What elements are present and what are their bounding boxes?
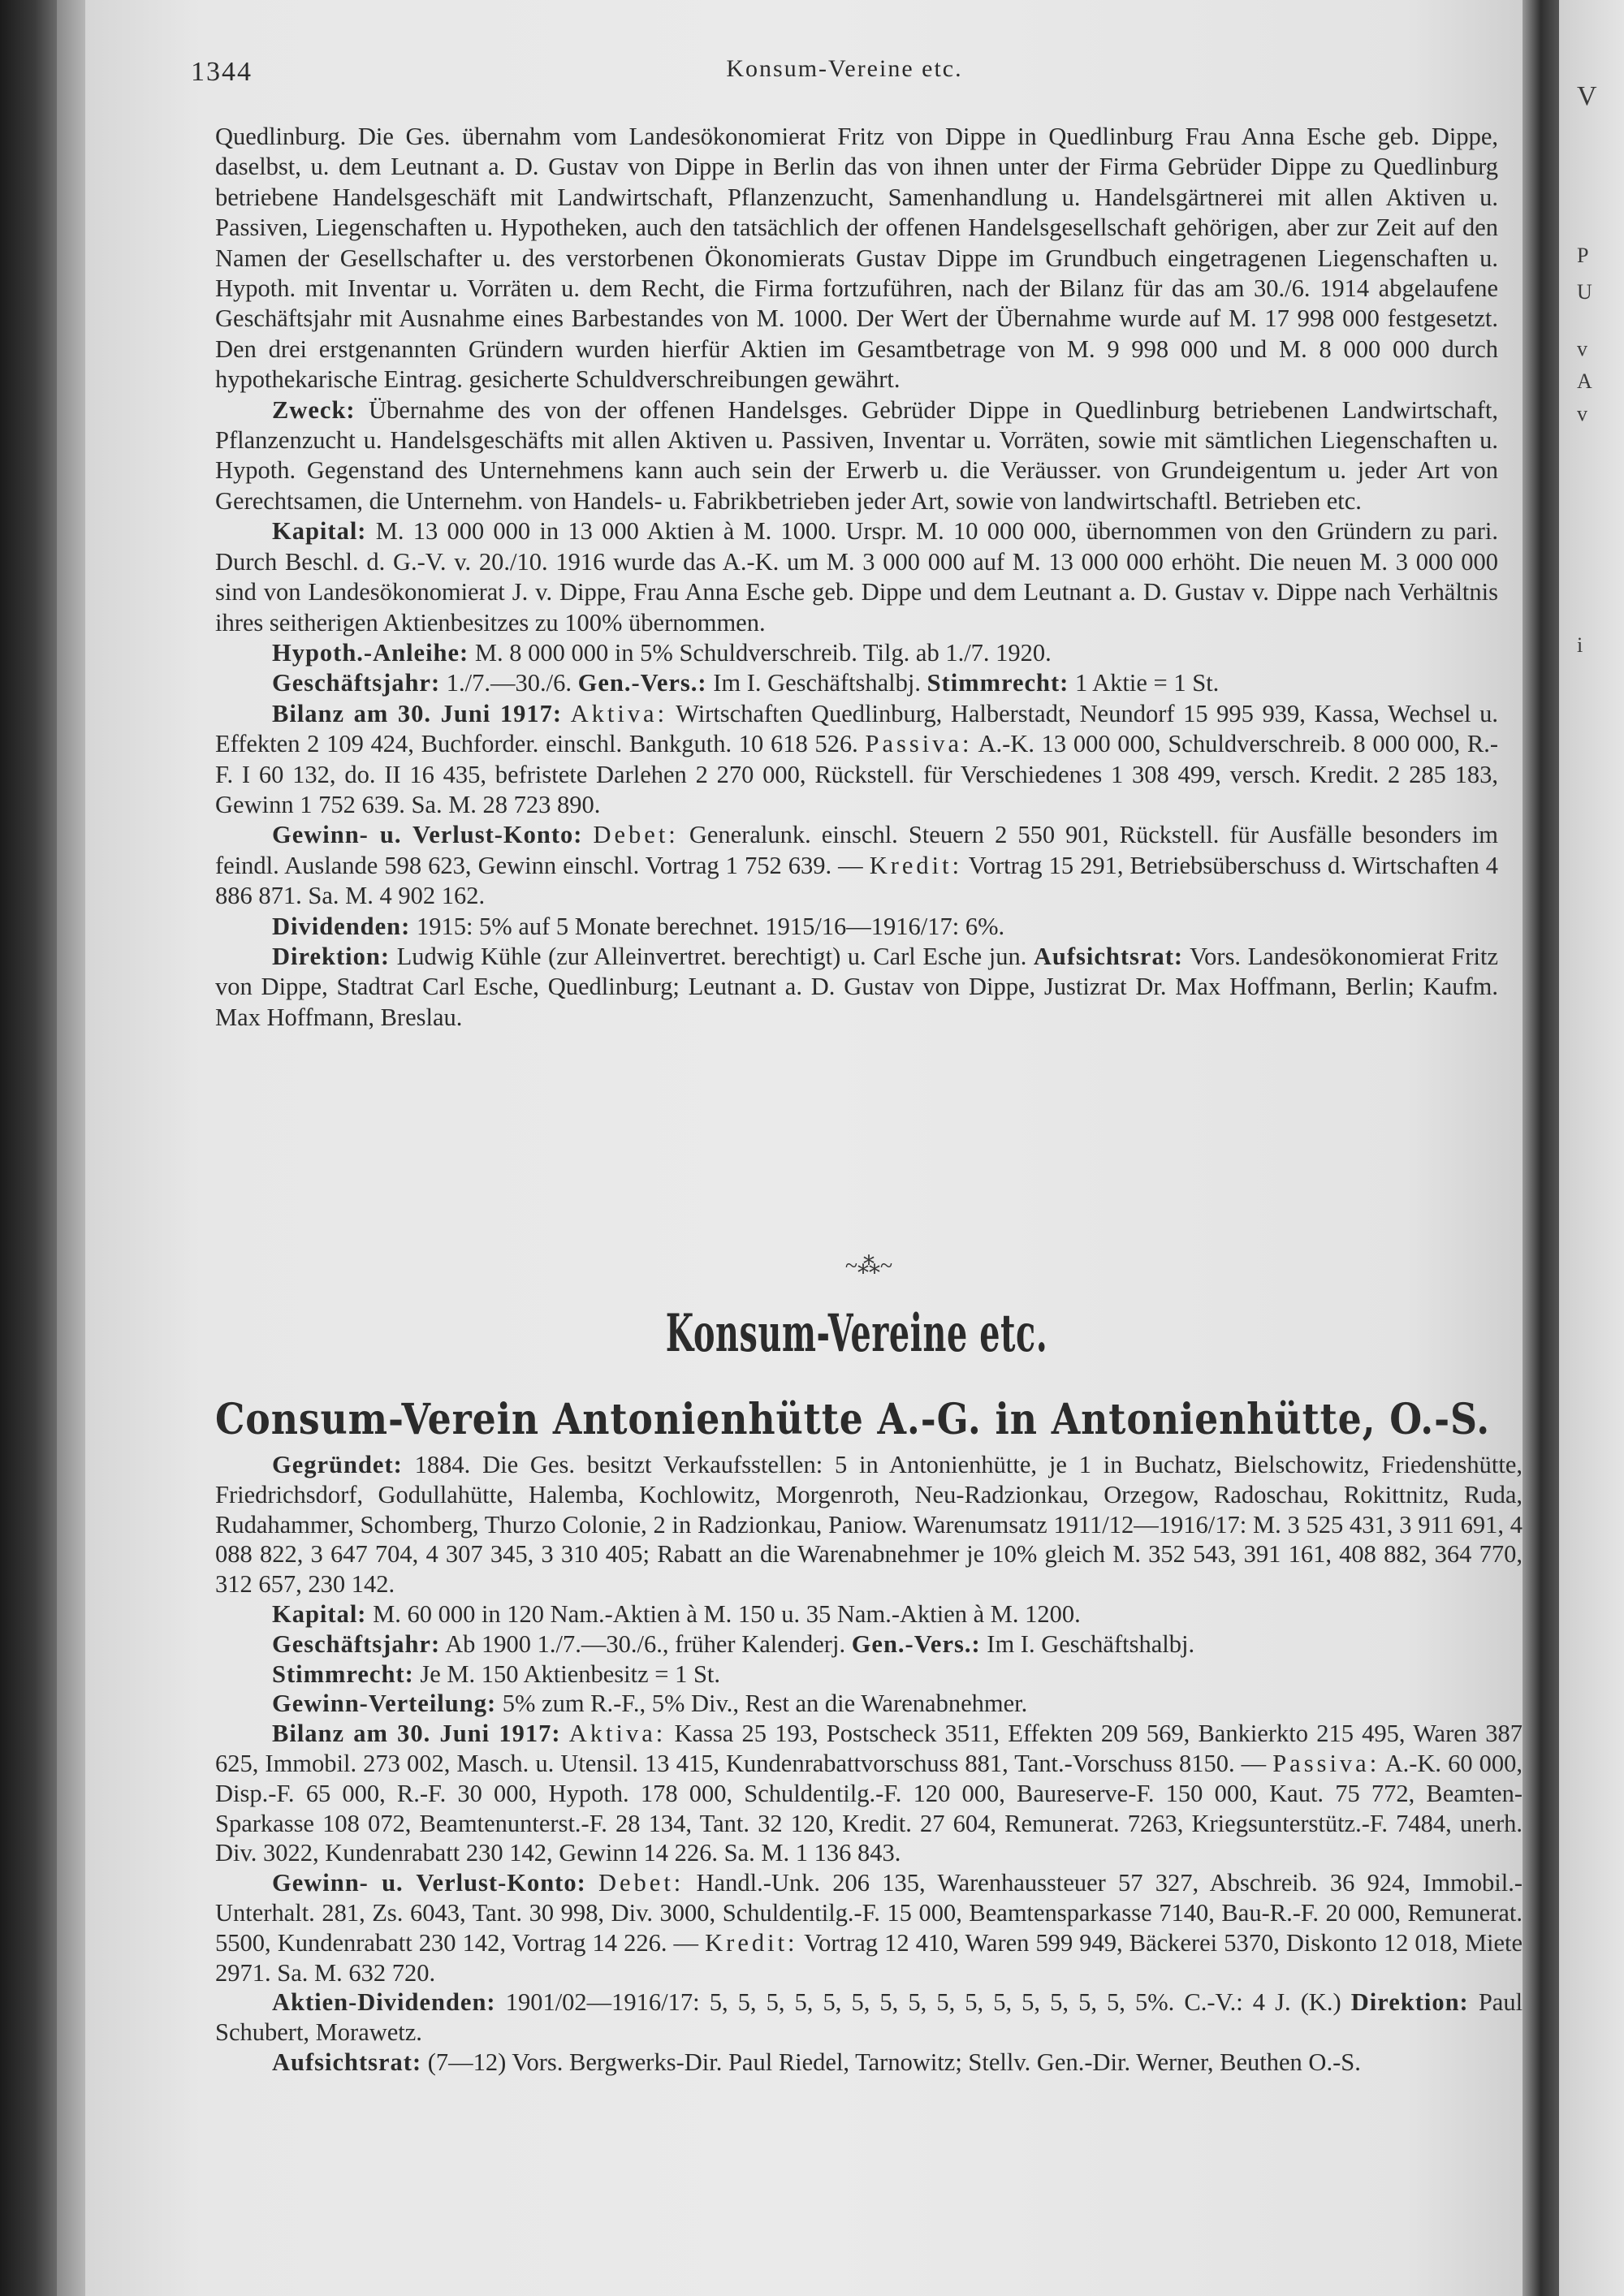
bilanz-paragraph xyxy=(215,1719,1522,1868)
debet-label: Debet: xyxy=(598,1869,685,1897)
aufsichtsrat-text: Vors. Landesökonomierat Fritz von Dippe, Stadtrat Carl Esche, Quedlinburg; Leutnant a. D. Gustav von Dippe, Justizrat Dr. Max Hoffmann, Berlin; Kaufm. Max Hoffmann, Breslau. xyxy=(215,942,1499,1031)
gegruendet-text: 1884. Die Ges. besitzt Verkaufsstellen: 5 in Antonienhütte, je 1 in Buchatz, Bielschowitz, Friedenshütte, Friedrichsdorf, Godullahütte, Halemba, Kochlowitz, Morgenroth, Neu-Radzionkau, Orzegow, Radoschau, Rokittnitz, Ruda, Rudahammer, Schomberg, Thurzo Colonie, 2 in Radzionkau, Paniow. Warenumsatz 1911/12—1916/17: M. 3 525 431, 3 911 691, 4 088 822, 3 647 704, 4 307 345, 3 310 405; Rabatt an die Warenabnehmer je 10% gleich M. 352 543, 391 161, 408 882, 364 770, 312 657, 230 142. xyxy=(215,1451,1523,1599)
kapital-text: M. 60 000 in 120 Nam.-Aktien à M. 150 u. 35 Nam.-Aktien à M. 1200. xyxy=(373,1599,1081,1628)
bilanz-paragraph xyxy=(215,699,1498,821)
aktiva-text: Wirtschaften Quedlinburg, Halberstadt, Neundorf 15 995 939, Kassa, Wechsel u. Effekten 2 109 424, Buchforder. einschl. Bankguth. 10 618 526. xyxy=(215,699,1498,758)
geschaeftsjahr-paragraph xyxy=(215,1629,1522,1659)
direktion-text: Ludwig Kühle (zur Alleinvertret. berechtigt) u. Carl Esche jun. xyxy=(396,942,1027,970)
gewinnverteilung-paragraph xyxy=(215,1689,1522,1719)
debet-text: Generalunk. einschl. Steuern 2 550 901, Rückstell. für Ausfälle besonders im feindl. Auslande 598 623, Gewinn einschl. Vortrag 1 752 639. — xyxy=(215,821,1499,879)
next-page-letter: P xyxy=(1577,244,1589,267)
next-page-letter: i xyxy=(1577,633,1583,657)
kredit-label: Kredit: xyxy=(705,1928,798,1957)
aktien-dividenden-paragraph xyxy=(215,1987,1522,2048)
aufsichtsrat-paragraph xyxy=(215,2048,1522,2078)
geschaeftsjahr-text: 1./7.—30./6. xyxy=(446,669,572,697)
geschaeftsjahr-text: Ab 1900 1./7.—30./6., früher Kalenderj. xyxy=(445,1629,846,1658)
debet-label: Debet: xyxy=(593,821,679,849)
passiva-text: A.-K. 13 000 000, Schuldverschreib. 8 000 000, R.-F. I 60 132, do. II 16 435, befristete Darlehen 2 270 000, Rückstell. für Verschiedenes 1 308 499, versch. Kredit. 2 285 183, Gewinn 1 752 639. Sa. M. 28 723 890. xyxy=(215,730,1498,818)
gegruendet-label: Gegründet: xyxy=(272,1451,403,1478)
direktion-paragraph xyxy=(215,942,1498,1033)
stimmrecht-text: 1 Aktie = 1 St. xyxy=(1074,669,1220,697)
stimmrecht-label: Stimmrecht: xyxy=(926,669,1069,697)
kredit-text: Vortrag 15 291, Betriebsüberschuss d. Wirtschaften 4 886 871. Sa. M. 4 902 162. xyxy=(215,851,1498,910)
page-number: 1344 xyxy=(191,57,253,87)
gewinnverteilung-text: 5% zum R.-F., 5% Div., Rest an die Warenabnehmer. xyxy=(502,1690,1028,1718)
geschaeftsjahr-paragraph xyxy=(215,668,1498,698)
geschaeftsjahr-label: Geschäftsjahr: xyxy=(272,669,441,697)
passiva-label: Passiva: xyxy=(1272,1749,1380,1777)
aufsichtsrat-label: Aufsichtsrat: xyxy=(1033,942,1184,970)
genvers-label: Gen.-Vers.: xyxy=(851,1629,981,1658)
gegruendet-paragraph xyxy=(215,1450,1522,1599)
guv-paragraph xyxy=(215,820,1498,911)
kapital-label: Kapital: xyxy=(272,1599,367,1628)
bilanz-label: Bilanz am 30. Juni 1917: xyxy=(272,699,562,727)
passiva-text: A.-K. 60 000, Disp.-F. 65 000, R.-F. 30 000, Hypoth. 178 000, Schuldentilg.-F. 120 000, Baureserve-F. 150 000, Kaut. 75 772, Beamten-Sparkasse 108 072, Beamtenunterst.-F. 28 134, Tant. 32 120, Kredit. 27 604, Remunerat. 7263, Kriegsunterstütz.-F. 7484, unerh. Div. 3022, Kundenrabatt 230 142, Gewinn 14 226. Sa. M. 1 136 843. xyxy=(215,1749,1523,1867)
stimmrecht-label: Stimmrecht: xyxy=(272,1659,414,1688)
stimmrecht-paragraph xyxy=(215,1659,1522,1690)
geschaeftsjahr-label: Geschäftsjahr: xyxy=(272,1629,441,1658)
aktien-dividenden-label: Aktien-Dividenden: xyxy=(272,1988,496,2017)
next-page-letter: v xyxy=(1577,337,1587,360)
next-page-letter: A xyxy=(1577,369,1592,393)
direktion-label: Direktion: xyxy=(272,942,390,970)
anleihe-label: Hypoth.-Anleihe: xyxy=(272,638,469,667)
section-ornament: ~⁂~ xyxy=(844,1254,893,1279)
gewinnverteilung-label: Gewinn-Verteilung: xyxy=(272,1690,497,1718)
kapital-text: M. 13 000 000 in 13 000 Aktien à M. 1000. Urspr. M. 10 000 000, übernommen von den Gründern zu pari. Durch Beschl. d. G.-V. v. 20./10. 1916 wurde das A.-K. um M. 3 000 000 auf M. 13 000 000 erhöht. Die neuen M. 3 000 000 sind von Landesökonomierat J. v. Dippe, Frau Anna Esche geb. Dippe und dem Leutnant a. D. Gustav v. Dippe nach Verhältnis ihres seitherigen Aktienbesitzes zu 100% übernommen. xyxy=(215,517,1498,637)
zweck-label: Zweck: xyxy=(272,395,356,424)
direktion-label: Direktion: xyxy=(1350,1988,1469,2017)
aktien-dividenden-text: 1901/02—1916/17: 5, 5, 5, 5, 5, 5, 5, 5, 5, 5, 5, 5, 5, 5, 5, 5%. C.-V.: 4 J. (K.) xyxy=(505,1988,1341,2017)
scan-left-edge xyxy=(0,0,57,2296)
kapital-paragraph xyxy=(215,516,1498,638)
kredit-text: Vortrag 12 410, Waren 599 949, Bäckerei 5370, Diskonto 12 018, Miete 2971. Sa. M. 632 720. xyxy=(215,1928,1522,1987)
passiva-label: Passiva: xyxy=(865,730,973,758)
genvers-text: Im I. Geschäftshalbj. xyxy=(987,1629,1195,1658)
guv-label: Gewinn- u. Verlust-Konto: xyxy=(272,1869,586,1897)
genvers-label: Gen.-Vers.: xyxy=(577,669,707,697)
next-page-letter: U xyxy=(1577,280,1592,304)
direktion-text: Paul Schubert, Morawetz. xyxy=(215,1988,1523,2047)
anleihe-paragraph xyxy=(215,638,1498,668)
aktiva-text: Kassa 25 193, Postscheck 3511, Effekten 209 569, Bankierkto 215 495, Waren 387 625, Immobil. 273 002, Masch. u. Utensil. 13 415, Kundenrabattvorschuss 881, Tant.-Vorschuss 8150. — xyxy=(215,1720,1522,1777)
page-gutter xyxy=(1522,0,1559,2296)
next-page-letter: v xyxy=(1577,402,1587,425)
dividenden-label: Dividenden: xyxy=(272,912,411,940)
kapital-paragraph xyxy=(215,1599,1522,1629)
kredit-label: Kredit: xyxy=(869,851,963,879)
entry-dippe xyxy=(215,122,1498,1033)
entry-consum-verein xyxy=(215,1450,1522,2078)
guv-paragraph xyxy=(215,1868,1522,1987)
page-header xyxy=(191,49,1522,89)
next-page-glimpse xyxy=(1559,0,1624,2296)
zweck-text: Übernahme des von der offenen Handelsges. Gebrüder Dippe in Quedlinburg betriebenen Landwirtschaft, Pflanzenzucht u. Handelsgeschäfts mit allen Aktiven u. Passiven, Inventar u. Vorräten, sowie mit sämtlichen Liegenschaften u. Hypoth. Gegenstand des Unternehmens kann auch sein der Erwerb u. die Veräusser. von Grundeigentum u. jeder Art von Gerechtsamen, die Unternehm. von Handels- u. Fabrikbetrieben jeder Art, sowie von landwirtschaftl. Betrieben etc. xyxy=(215,395,1498,515)
stimmrecht-text: Je M. 150 Aktienbesitz = 1 St. xyxy=(420,1659,721,1688)
section-title: Konsum-Vereine etc. xyxy=(665,1303,1048,1364)
aufsichtsrat-label: Aufsichtsrat: xyxy=(272,2048,422,2076)
aufsichtsrat-text: (7—12) Vors. Bergwerks-Dir. Paul Riedel, Tarnowitz; Stellv. Gen.-Dir. Werner, Beuthen O.-S. xyxy=(427,2048,1361,2076)
dividenden-paragraph xyxy=(215,912,1498,942)
bilanz-label: Bilanz am 30. Juni 1917: xyxy=(272,1720,561,1748)
entry-opening: Quedlinburg. Die Ges. übernahm vom Landesökonomierat Fritz von Dippe in Quedlinburg Frau Anna Esche geb. Dippe, daselbst, u. dem Leutnant a. D. Gustav von Dippe in Berlin das von ihnen unter der Firma Gebrüder Dippe zu Quedlinburg betriebene Handelsgeschäft mit Landwirtschaft, Pflanzenzucht, Samenhandlung u. Handelsgärtnerei mit allen Aktiven u. Passiven, Liegenschaften u. Hypotheken, auch den tatsächlich der offenen Handelsgesellschaft gehörigen, aber zur Zeit auf den Namen der Gesellschafter u. des verstorbenen Ökonomierats Gustav Dippe im Grundbuch eingetragenen Liegenschaften u. Hypoth. mit Inventar u. Vorräten u. dem Recht, die Firma fortzuführen, nach der Bilanz für das am 30./6. 1914 abgelaufene Geschäftsjahr mit Ausnahme eines Barbestandes von M. 1000. Der Wert der Übernahme wurde auf M. 17 998 000 festgesetzt. Den drei erstgenannten Gründern wurden hierfür Aktien im Gesamtbetrage von M. 9 998 000 und M. 8 000 000 durch hypothekarische Eintrag. gesicherte Schuldverschreibungen gewährt. xyxy=(215,123,1498,394)
guv-label: Gewinn- u. Verlust-Konto: xyxy=(272,821,583,849)
next-page-letter: V xyxy=(1577,81,1597,111)
company-title: Consum-Verein Antonienhütte A.-G. in Antonienhütte, O.-S. xyxy=(215,1395,1491,1444)
running-head: Konsum-Vereine etc. xyxy=(726,55,963,82)
dividenden-text: 1915: 5% auf 5 Monate berechnet. 1915/16—1916/17: 6%. xyxy=(416,912,1005,940)
anleihe-text: M. 8 000 000 in 5% Schuldverschreib. Tilg. ab 1./7. 1920. xyxy=(474,638,1052,667)
aktiva-label: Aktiva: xyxy=(570,699,668,727)
page-binding xyxy=(57,0,89,2296)
genvers-text: Im I. Geschäftshalbj. xyxy=(713,669,921,697)
kapital-label: Kapital: xyxy=(272,517,367,546)
zweck-paragraph xyxy=(215,395,1498,517)
aktiva-label: Aktiva: xyxy=(568,1720,667,1748)
debet-text: Handl.-Unk. 206 135, Warenhaussteuer 57 327, Abschreib. 36 924, Immobil.-Unterhalt. 281, Zs. 6043, Tant. 30 998, Div. 3000, Schuldentilg.-F. 15 000, Beamtensparkasse 7140, Bau-R.-F. 20 000, Remunerat. 5500, Kundenrabatt 230 142, Vortrag 14 226. — xyxy=(215,1869,1523,1957)
